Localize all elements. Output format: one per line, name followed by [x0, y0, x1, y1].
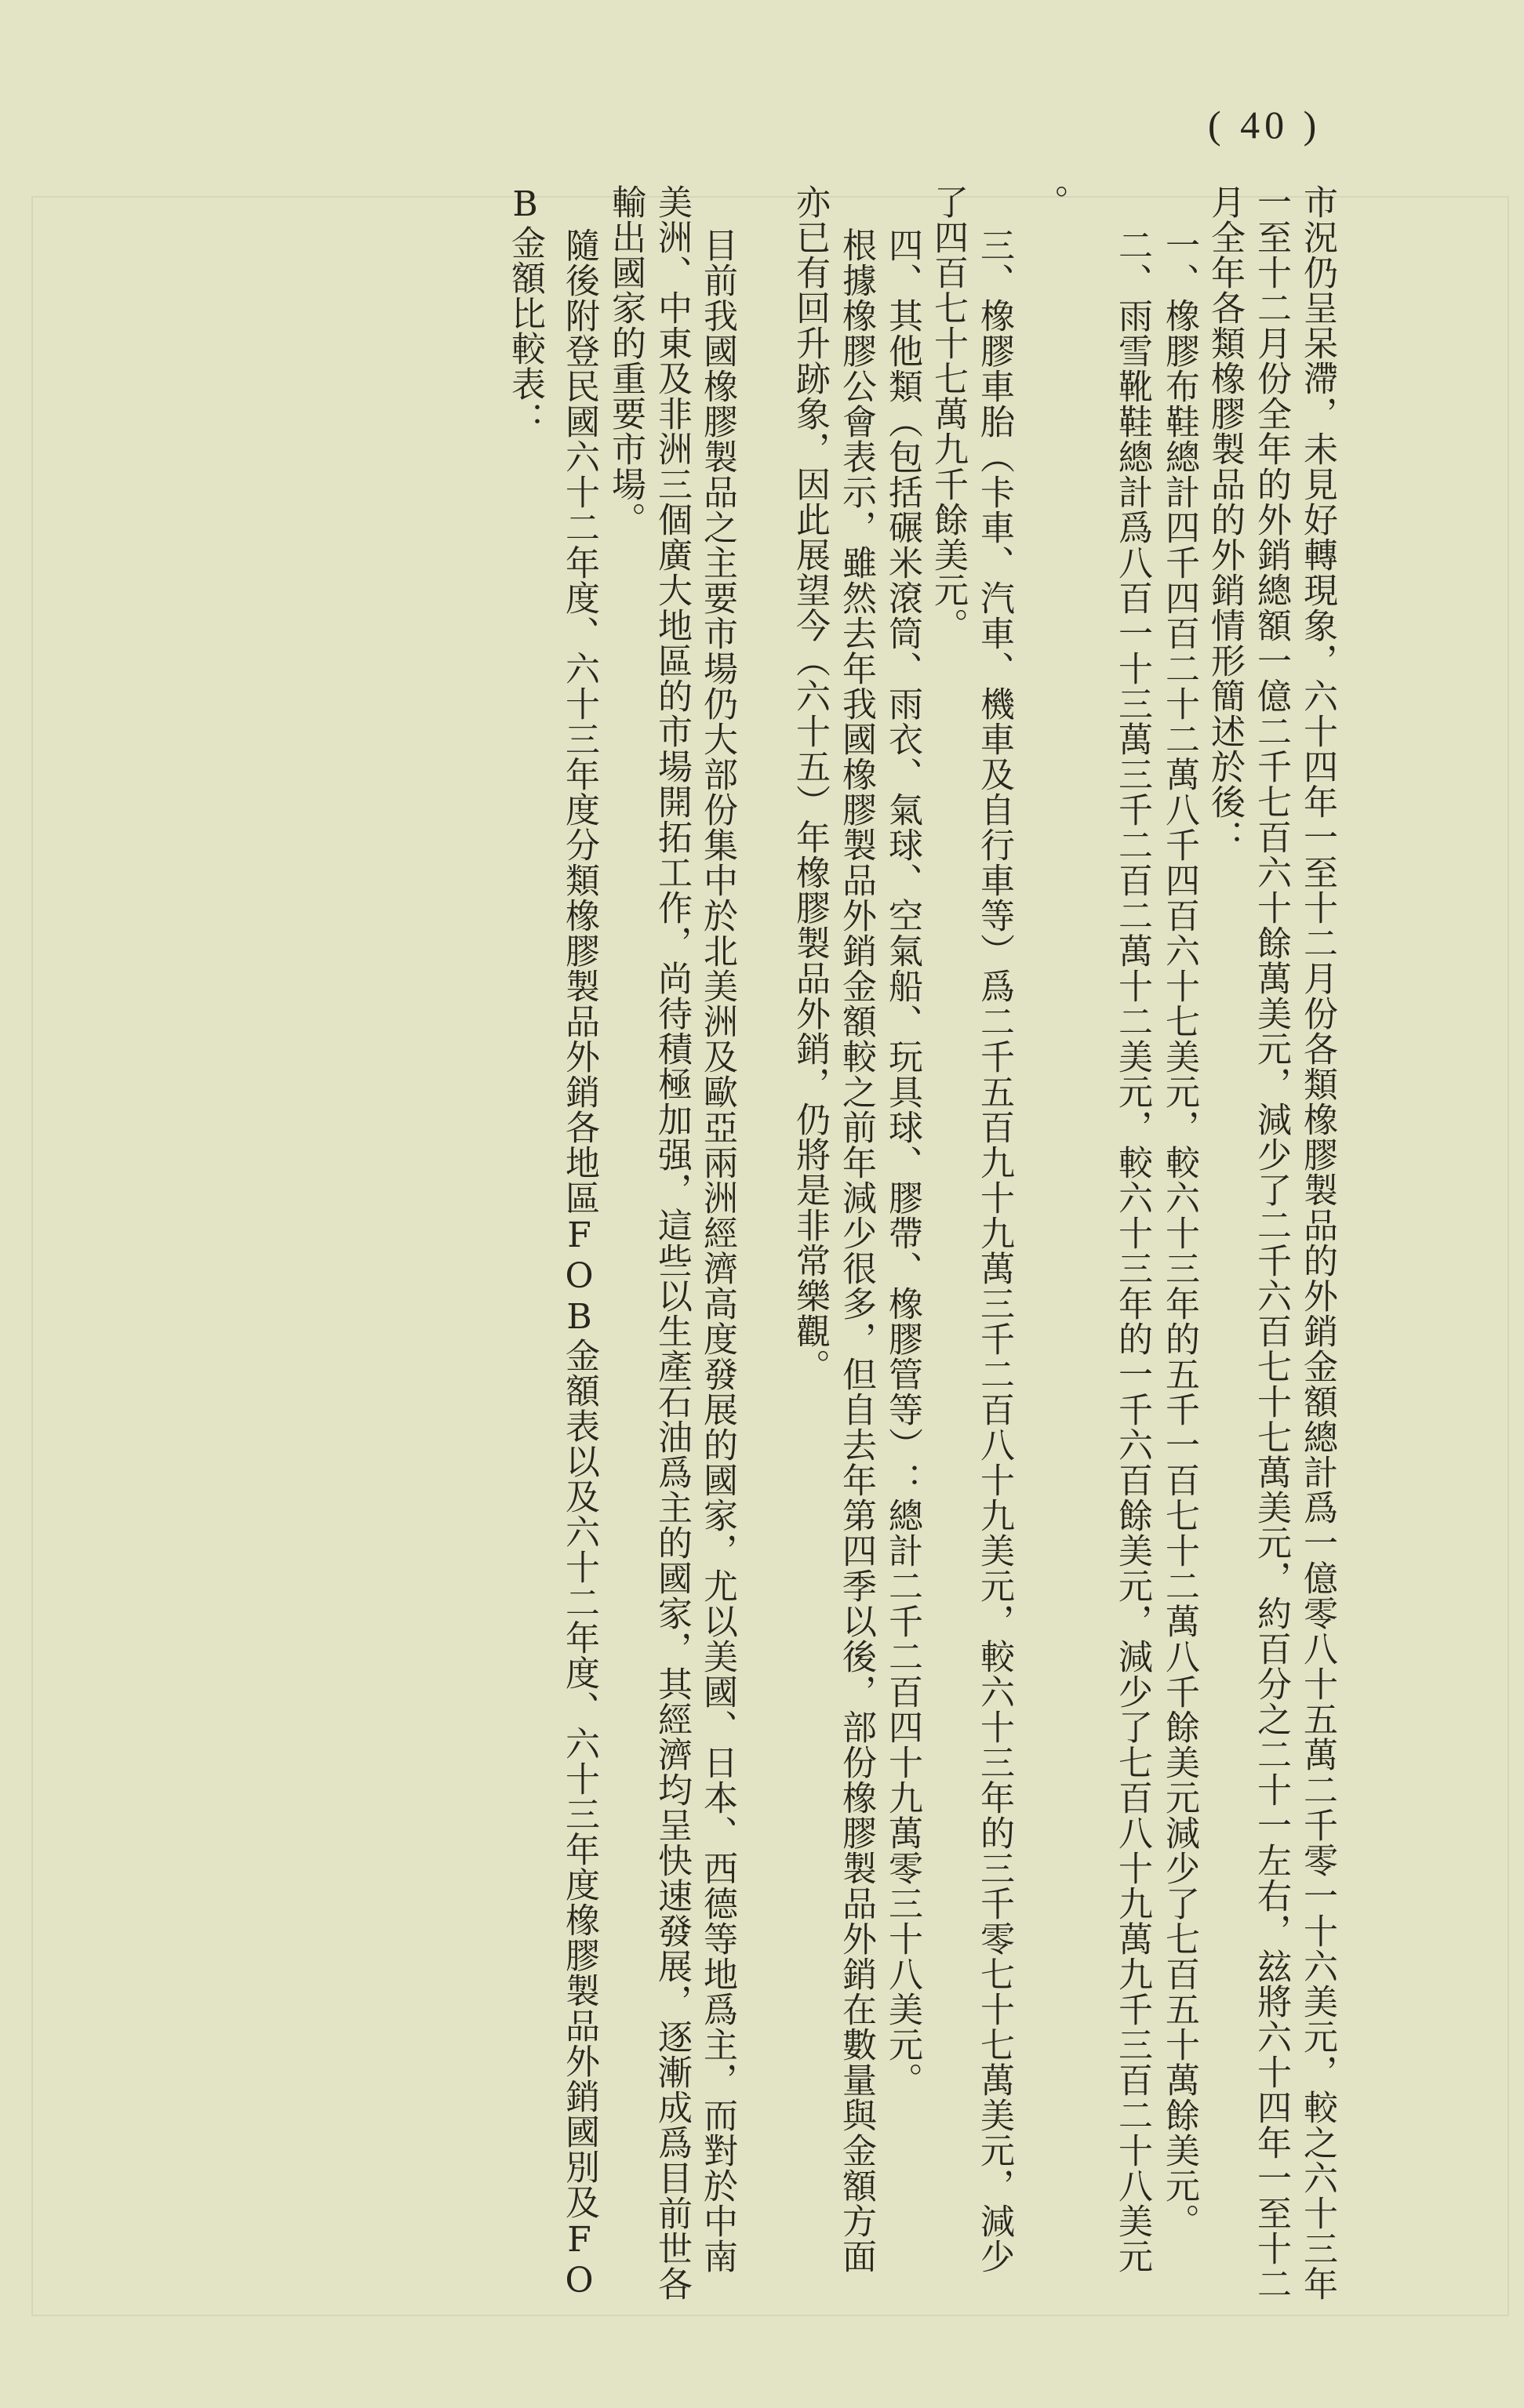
paragraph-markets-continued: 美洲、中東及非洲三個廣大地區的市場開拓工作，尚待積極加强，這些以生產石油爲主的國家，其經濟均呈快速發展，逐漸成爲目前世各 — [652, 184, 692, 2301]
list-item-2: 二、雨雪靴鞋總計爲八百一十三萬三千二百二萬十二美元，較六十三年的一千六百餘美元，減少了七百八十九萬九千三百二十八美元 — [1112, 227, 1152, 2274]
paragraph-markets-end: 輸出國家的重要市場。 — [606, 184, 646, 537]
list-item-3-continued: 了四百七十七萬九千餘美元。 — [928, 184, 968, 643]
text-column-1: 市況仍呈呆滯，未見好轉現象，六十四年一至十二月份各類橡膠製品的外銷金額總計爲一億零八十五萬二千零一十六美元，較之六十三年 — [1297, 184, 1337, 2301]
text-column-2: 一至十二月份全年的外銷總額一億二千七百六十餘萬美元，減少了二千六百七十七萬美元，約百分之二十一左右，玆將六十四年一至十二 — [1251, 184, 1291, 2301]
paragraph-tables-note: 隨後附登民國六十二年度、六十三年度分類橡膠製品外銷各地區FOB金額表以及六十二年度、六十三年度橡膠製品外銷國別及FO — [559, 227, 599, 2301]
list-item-4: 四、其他類（包括碾米滾筒、雨衣、氣球、空氣船、玩具球、膠帶、橡膠管等）：總計二千二百四十九萬零三十八美元。 — [882, 227, 922, 2097]
list-item-3: 三、橡膠車胎（卡車、汽車、機車及自行車等）爲二千五百九十九萬三千二百八十九美元，較六十三年的三千零七十七萬美元，減少 — [974, 227, 1014, 2274]
page-number: ( 40 ) — [1208, 103, 1322, 147]
list-item-1: 一、橡膠布鞋總計四千四百二十二萬八千四百六十七美元，較六十三年的五千一百七十二萬八千餘美元減少了七百五十萬餘美元。 — [1159, 227, 1199, 2239]
paragraph-markets: 目前我國橡膠製品之主要市場仍大部份集中於北美洲及歐亞兩洲經濟高度發展的國家，尤以美國、日本、西德等地爲主，而對於中南 — [697, 227, 737, 2274]
paragraph-outlook-continued: 亦已有回升跡象，因此展望今（六十五）年橡膠製品外銷，仍將是非常樂觀。 — [790, 184, 830, 1384]
paragraph-tables-note-end: B金額比較表： — [505, 184, 545, 437]
list-item-2-period: 。 — [1028, 184, 1068, 220]
text-column-3: 月全年各類橡膠製品的外銷情形簡述於後： — [1205, 184, 1245, 855]
paragraph-outlook: 根據橡膠公會表示，雖然去年我國橡膠製品外銷金額較之前年減少很多，但自去年第四季以後，部份橡膠製品外銷在數量與金額方面 — [836, 227, 876, 2274]
